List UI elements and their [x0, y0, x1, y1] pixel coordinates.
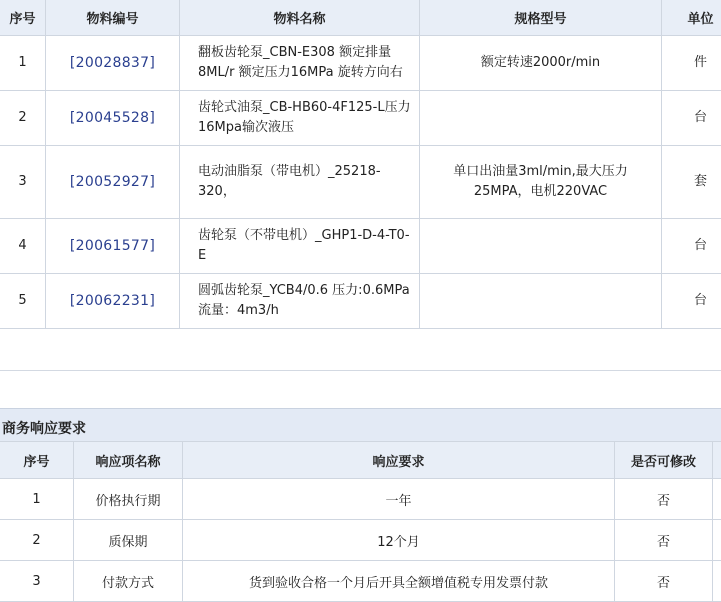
- material-code-link[interactable]: [20061577]: [70, 238, 155, 254]
- header-overflow: [713, 442, 721, 479]
- spec-model: 额定转速2000r/min: [420, 36, 662, 91]
- material-code-cell: [46, 219, 180, 274]
- row-seq: 5: [0, 274, 46, 329]
- business-header-row: [0, 442, 721, 479]
- material-name: 齿轮泵（不带电机）_GHP1-D-4-T0-E: [180, 219, 420, 274]
- header-response-requirement: 响应要求: [183, 442, 615, 479]
- unit: 台: [662, 219, 721, 274]
- material-code-link[interactable]: [20062231]: [70, 293, 155, 309]
- modifiable: 否: [615, 520, 713, 561]
- material-name: 翻板齿轮泵_CBN-E308 额定排量8ML/r 额定压力16MPa 旋转方向右: [180, 36, 420, 91]
- section-divider: [0, 370, 721, 371]
- unit: 套: [662, 146, 721, 219]
- row-seq: 1: [0, 479, 74, 520]
- spec-model: [420, 219, 662, 274]
- material-name: 电动油脂泵（带电机）_25218-320，: [180, 146, 420, 219]
- spec-model: [420, 274, 662, 329]
- row-seq: 2: [0, 520, 74, 561]
- response-item: 付款方式: [74, 561, 183, 602]
- business-section-header: [0, 408, 721, 443]
- material-code-link[interactable]: [20052927]: [70, 174, 155, 190]
- unit: 件: [662, 36, 721, 91]
- table-row: [0, 561, 721, 602]
- header-modifiable: 是否可修改: [615, 442, 713, 479]
- row-seq: 2: [0, 91, 46, 146]
- header-material-code: 物料编号: [46, 0, 180, 36]
- spec-model: 单口出油量3ml/min,最大压力25MPA，电机220VAC: [420, 146, 662, 219]
- material-code-link[interactable]: [20028837]: [70, 55, 155, 71]
- materials-header-row: [0, 0, 721, 36]
- unit: 台: [662, 274, 721, 329]
- overflow-cell: [713, 479, 721, 520]
- modifiable: 否: [615, 479, 713, 520]
- section-title: 商务响应要求: [2, 418, 86, 438]
- header-seq: 序号: [0, 0, 46, 36]
- table-row: [0, 274, 721, 329]
- material-code-cell: [46, 146, 180, 219]
- row-seq: 4: [0, 219, 46, 274]
- spec-model: [420, 91, 662, 146]
- row-seq: 3: [0, 561, 74, 602]
- table-row: [0, 146, 721, 219]
- header-unit: 单位: [662, 0, 721, 36]
- response-item: 价格执行期: [74, 479, 183, 520]
- material-name: 圆弧齿轮泵_YCB4/0.6 压力:0.6MPa 流量：4m3/h: [180, 274, 420, 329]
- overflow-cell: [713, 561, 721, 602]
- material-name: 齿轮式油泵_CB-HB60-4F125-L压力16Mpa输次液压: [180, 91, 420, 146]
- business-requirements-table: [0, 441, 721, 602]
- overflow-cell: [713, 520, 721, 561]
- response-requirement: 货到验收合格一个月后开具全额增值税专用发票付款: [183, 561, 615, 602]
- header-material-name: 物料名称: [180, 0, 420, 36]
- table-row: [0, 520, 721, 561]
- unit: 台: [662, 91, 721, 146]
- table-row: [0, 36, 721, 91]
- response-requirement: 12个月: [183, 520, 615, 561]
- header-response-item: 响应项名称: [74, 442, 183, 479]
- material-code-cell: [46, 274, 180, 329]
- row-seq: 1: [0, 36, 46, 91]
- table-row: [0, 479, 721, 520]
- material-code-cell: [46, 91, 180, 146]
- response-item: 质保期: [74, 520, 183, 561]
- modifiable: 否: [615, 561, 713, 602]
- material-code-link[interactable]: [20045528]: [70, 110, 155, 126]
- material-code-cell: [46, 36, 180, 91]
- table-row: [0, 219, 721, 274]
- table-row: [0, 91, 721, 146]
- response-requirement: 一年: [183, 479, 615, 520]
- header-seq: 序号: [0, 442, 74, 479]
- row-seq: 3: [0, 146, 46, 219]
- header-spec-model: 规格型号: [420, 0, 662, 36]
